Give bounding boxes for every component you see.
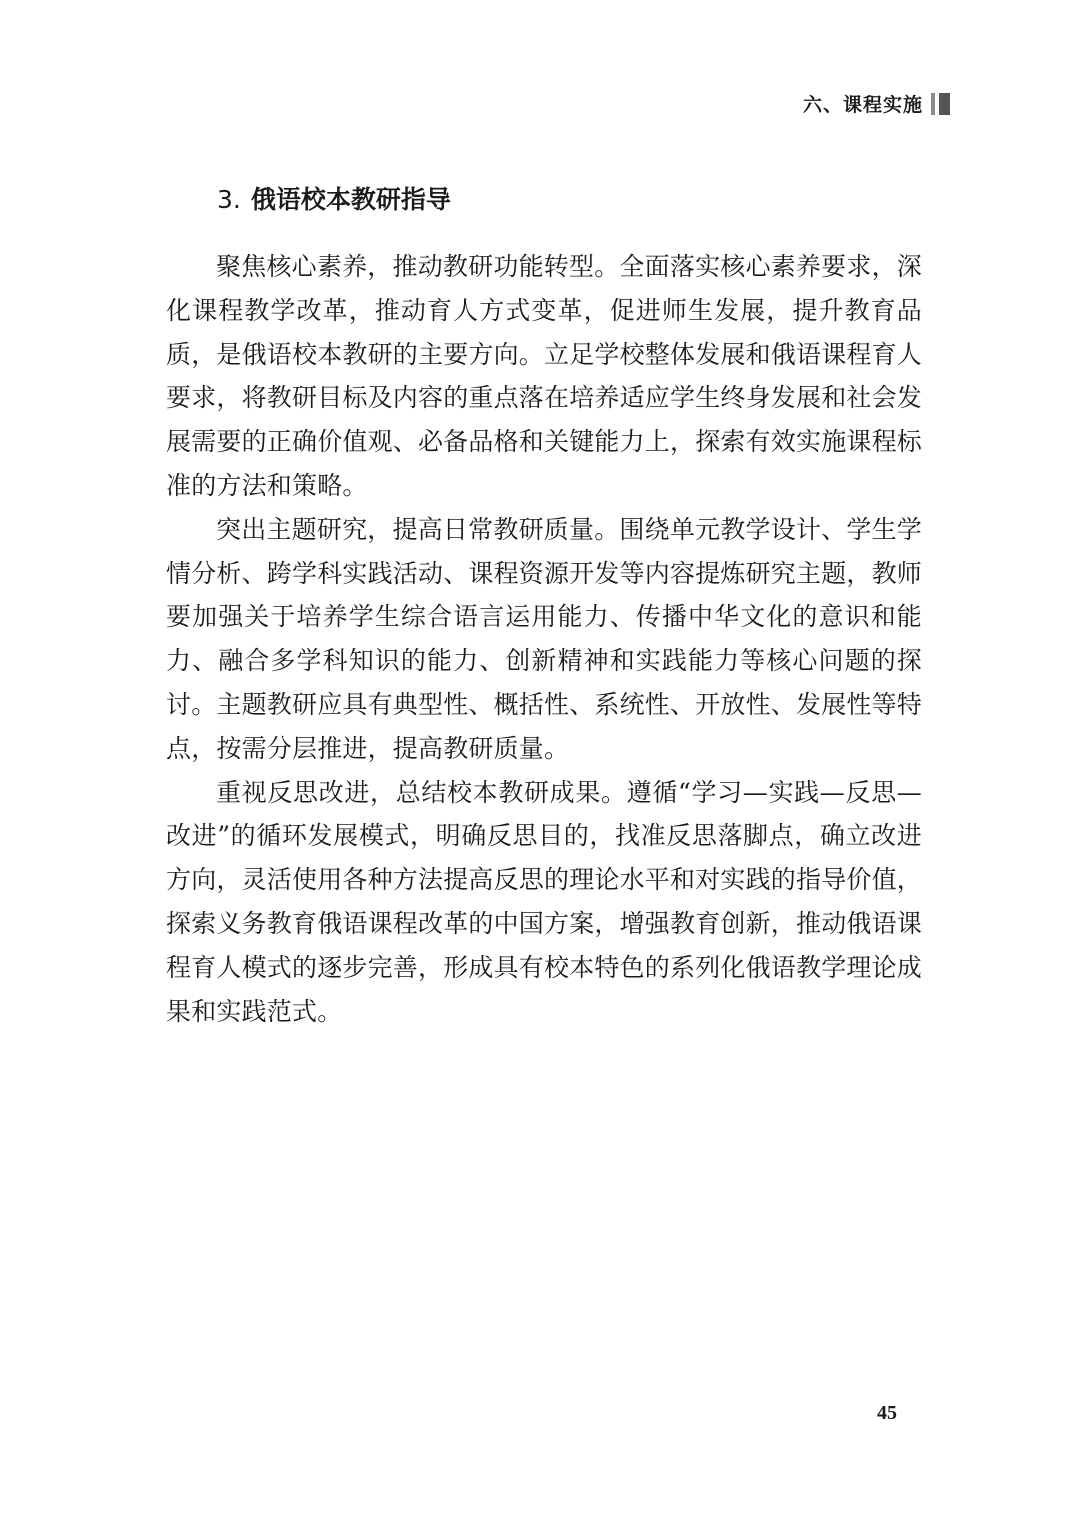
running-header-title: 六、课程实施	[802, 94, 923, 116]
paragraph: 聚焦核心素养，推动教研功能转型。全面落实核心素养要求，深化课程教学改革，推动育人方式变革，促进师生发展，提升教育品质，是俄语校本教研的主要方向。立足学校整体发展和俄语课程育人要求，将教研目标及内容的重点落在培养适应学生终身发展和社会发展需要的正确价值观、必备品格和关键能力上，探索有效实施课程标准的方法和策略。	[166, 252, 923, 500]
paragraph: 重视反思改进，总结校本教研成果。遵循“学习—实践—反思—改进”的循环发展模式，明确反思目的，找准反思落脚点，确立改进方向，灵活使用各种方法提高反思的理论水平和对实践的指导价值，探索义务教育俄语课程改革的中国方案，增强教育创新，推动俄语课程育人模式的逐步完善，形成具有校本特色的系列化俄语教学理论成果和实践范式。	[166, 777, 923, 1026]
running-header	[803, 90, 950, 117]
section-heading	[217, 180, 451, 220]
section-title: 俄语校本教研指导	[250, 185, 451, 214]
header-bar-thick	[939, 93, 950, 115]
page-number: 45	[877, 1402, 897, 1424]
header-bar-thin	[931, 93, 935, 115]
header-bar-ornament	[931, 93, 950, 115]
body-text	[166, 245, 922, 1033]
section-number: 3.	[217, 185, 241, 214]
paragraph: 突出主题研究，提高日常教研质量。围绕单元教学设计、学生学情分析、跨学科实践活动、课程资源开发等内容提炼研究主题，教师要加强关于培养学生综合语言运用能力、传播中华文化的意识和能力、融合多学科知识的能力、创新精神和实践能力等核心问题的探讨。主题教研应具有典型性、概括性、系统性、开放性、发展性等特点，按需分层推进，提高教研质量。	[166, 514, 923, 763]
